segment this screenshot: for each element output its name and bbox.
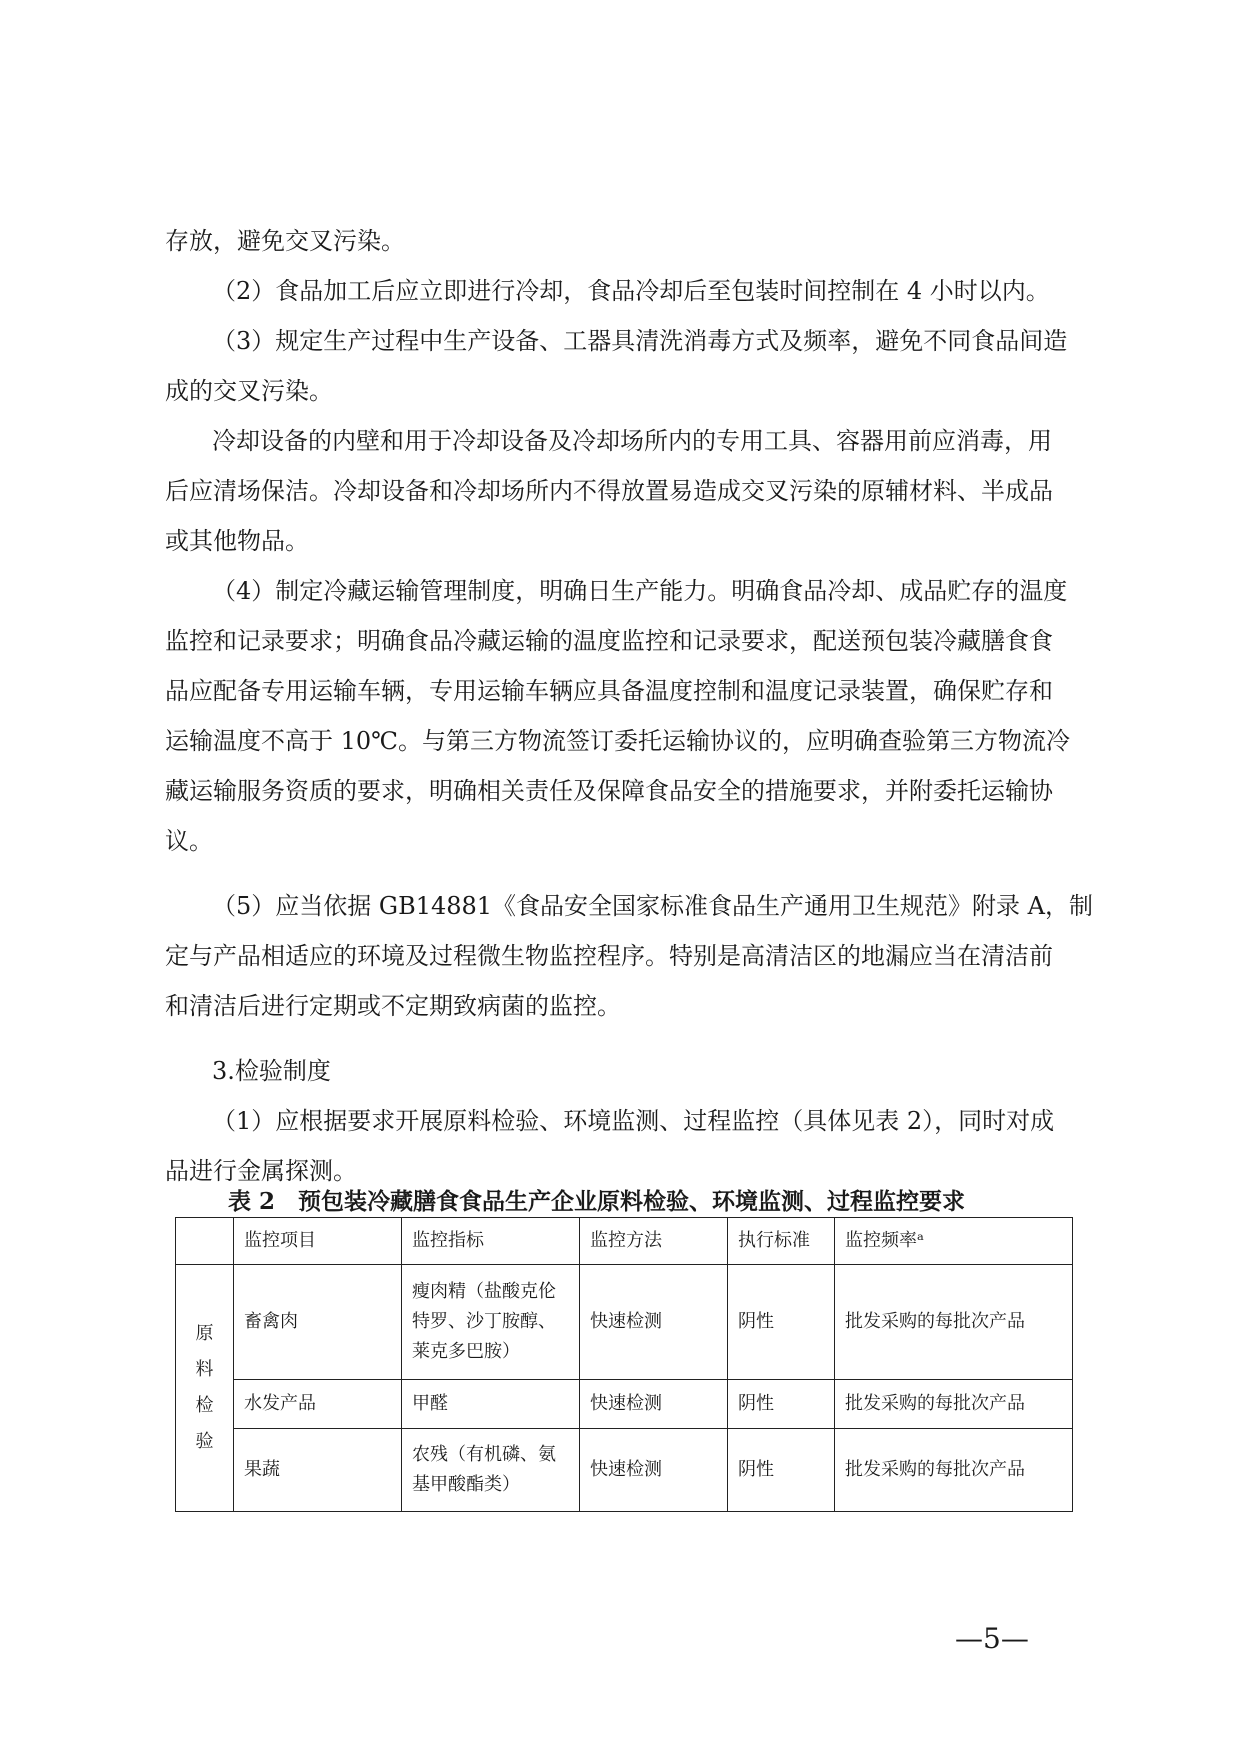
item-cell: 畜禽肉 [234,1265,402,1380]
paragraph-line: 和清洁后进行定期或不定期致病菌的监控。 [165,992,621,1020]
frequency-cell: 批发采购的每批次产品 [835,1429,1073,1512]
paragraph-line: 后应清场保洁。冷却设备和冷却场所内不得放置易造成交叉污染的原辅材料、半成品 [165,477,1053,505]
paragraph-line: 存放，避免交叉污染。 [165,227,405,255]
paragraph-line: 品进行金属探测。 [165,1157,357,1185]
table-header-row [176,1218,1073,1265]
header-cell: 执行标准 [728,1218,835,1265]
paragraph-line: （5）应当依据 GB14881《食品安全国家标准食品生产通用卫生规范》附录 A，制 [212,892,1094,920]
group-label-char: 检 [195,1395,214,1416]
frequency-cell: 批发采购的每批次产品 [835,1265,1073,1380]
standard-cell: 阴性 [728,1429,835,1512]
group-label-char: 料 [195,1359,214,1380]
indicator-line: 特罗、沙丁胺醇、 [412,1311,556,1332]
item-cell: 果蔬 [234,1429,402,1512]
header-cell: 监控指标 [402,1218,580,1265]
method-cell: 快速检测 [580,1265,728,1380]
group-label-char: 验 [195,1431,214,1452]
paragraph-line: 冷却设备的内壁和用于冷却设备及冷却场所内的专用工具、容器用前应消毒，用 [212,427,1052,455]
page-number: —5— [955,1622,1029,1655]
paragraph-line: （3）规定生产过程中生产设备、工器具清洗消毒方式及频率，避免不同食品间造 [212,327,1068,355]
paragraph-line: 成的交叉污染。 [165,377,333,405]
group-label-cell [176,1265,234,1512]
paragraph-line: 运输温度不高于 10℃。与第三方物流签订委托运输协议的，应明确查验第三方物流冷 [165,727,1071,755]
indicator-line: 莱克多巴胺） [412,1341,520,1362]
indicator-cell [402,1380,580,1429]
monitoring-table [175,1217,1073,1512]
paragraph-line: 或其他物品。 [165,527,309,555]
table-row [176,1380,1073,1429]
paragraph-line: 监控和记录要求；明确食品冷藏运输的温度监控和记录要求，配送预包装冷藏膳食食 [165,627,1053,655]
paragraph-line: （4）制定冷藏运输管理制度，明确日生产能力。明确食品冷却、成品贮存的温度 [212,577,1068,605]
group-label-char: 原 [195,1323,214,1344]
method-cell: 快速检测 [580,1380,728,1429]
header-cell [176,1218,234,1265]
header-cell: 监控频率ᵃ [835,1218,1073,1265]
table-row [176,1265,1073,1380]
frequency-cell: 批发采购的每批次产品 [835,1380,1073,1429]
standard-cell: 阴性 [728,1265,835,1380]
table-row [176,1429,1073,1512]
indicator-line: 甲醛 [412,1393,448,1414]
indicator-line: 瘦肉精（盐酸克伦 [412,1281,556,1302]
header-cell: 监控项目 [234,1218,402,1265]
paragraph-line: 品应配备专用运输车辆，专用运输车辆应具备温度控制和温度记录装置，确保贮存和 [165,677,1053,705]
table-title: 表 2 预包装冷藏膳食食品生产企业原料检验、环境监测、过程监控要求 [228,1188,966,1215]
item-cell: 水发产品 [234,1380,402,1429]
indicator-line: 农残（有机磷、氨 [412,1444,556,1465]
paragraph-line: 藏运输服务资质的要求，明确相关责任及保障食品安全的措施要求，并附委托运输协 [165,777,1053,805]
indicator-cell [402,1265,580,1380]
paragraph-line: （1）应根据要求开展原料检验、环境监测、过程监控（具体见表 2），同时对成 [212,1107,1055,1135]
paragraph-line: 议。 [165,827,213,855]
header-cell: 监控方法 [580,1218,728,1265]
standard-cell: 阴性 [728,1380,835,1429]
section-heading: 3.检验制度 [212,1057,331,1085]
paragraph-line: （2）食品加工后应立即进行冷却，食品冷却后至包装时间控制在 4 小时以内。 [212,277,1050,305]
indicator-cell [402,1429,580,1512]
method-cell: 快速检测 [580,1429,728,1512]
indicator-line: 基甲酸酯类） [412,1474,520,1495]
paragraph-line: 定与产品相适应的环境及过程微生物监控程序。特别是高清洁区的地漏应当在清洁前 [165,942,1053,970]
